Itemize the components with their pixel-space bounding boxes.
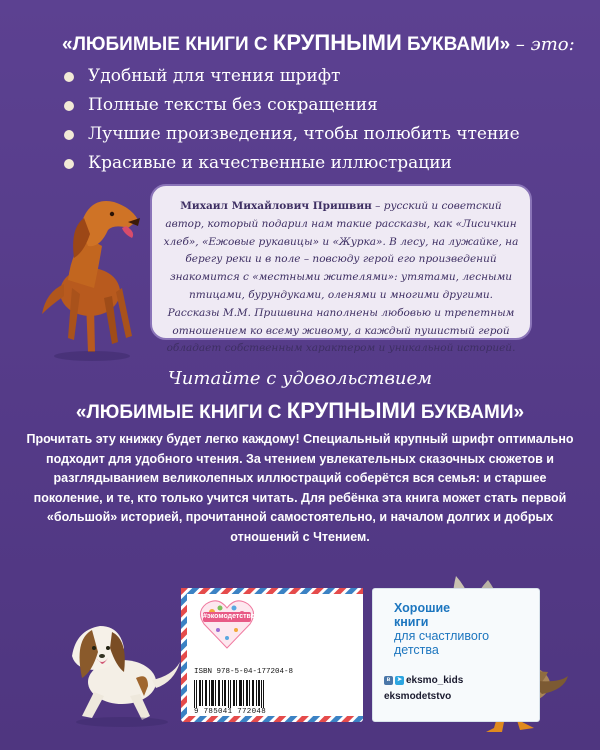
slogan-line3: для счастливого xyxy=(394,629,490,643)
series-header xyxy=(62,30,575,56)
series-description: Прочитать эту книжку будет легко каждому! Специальный крупный шрифт оптимально подходит для удобного чтения. За чтением увлекательных сказочных сюжетов и разглядыванием великолепных иллюстраций соберётся вся семья: и старшее поколение, и те, кто только учится читать. Для ребёнка эта книга может стать первой «большой» историей, прочитанной самостоятельно, и началом долгих и добрых отношений с Чтением. xyxy=(26,432,574,544)
header-series-big: КРУПНЫМИ xyxy=(272,30,402,55)
slogan-line4: детства xyxy=(394,643,439,657)
series-title-repeat xyxy=(0,398,600,424)
heart-tag-label: #экомодетство xyxy=(203,613,256,620)
publisher-slogan xyxy=(386,601,536,657)
title2-part1: «ЛЮБИМЫЕ КНИГИ С xyxy=(75,402,287,423)
heart-logo-icon xyxy=(198,596,256,650)
barcode-icon xyxy=(194,680,264,708)
slogan-line2: книги xyxy=(394,615,429,629)
telegram-icon: ➤ xyxy=(396,676,403,683)
title2-part2: БУКВАМИ» xyxy=(415,402,525,423)
feature-item: Красивые и качественные иллюстрации xyxy=(62,149,520,178)
vk-icon: в xyxy=(384,676,393,685)
author-paragraph xyxy=(162,198,520,358)
read-with-pleasure: Читайте с удовольствием xyxy=(167,368,433,389)
feature-list xyxy=(62,62,520,178)
barcode-number: 9 785041 772048 xyxy=(194,708,267,716)
social-links xyxy=(384,672,463,704)
red-setter-dog-illustration xyxy=(28,188,148,368)
feature-item: Полные тексты без сокращения xyxy=(62,91,520,120)
social-handle-detstvo: eksmodetstvo xyxy=(384,690,452,702)
social-handle-kids: eksmo_kids xyxy=(406,674,464,686)
spaniel-puppy-illustration xyxy=(52,596,192,730)
isbn-text: ISBN 978-5-04-177204-8 xyxy=(194,668,294,676)
header-series-part1: ЛЮБИМЫЕ КНИГИ С xyxy=(72,34,273,55)
title2-big: КРУПНЫМИ xyxy=(286,398,416,423)
header-series-part2: БУКВАМИ» xyxy=(401,34,511,55)
social-row-detstvo[interactable] xyxy=(384,688,463,704)
header-quote: « xyxy=(62,34,73,55)
feature-item: Лучшие произведения, чтобы полюбить чтение xyxy=(62,120,520,149)
social-row-kids[interactable] xyxy=(384,672,463,688)
author-description: – русский и советский автор, который подарил нам такие рассказы, как «Лисичкин хлеб», «Ежовые рукавицы» и «Журка». В лесу, на лужайке, на берегу реки и в поле – повсюду герой его произведений знакомится с «местными жителями»: утятами, лесными птицами, бурундуками, оленями и многими другими. Рассказы М.М. Пришвина наполнены любовью и трепетным отношением ко всему живому, а каждый пушистый герой обладает собственным характером и уникальной историей. xyxy=(163,200,519,355)
slogan-line1: Хорошие xyxy=(394,601,451,615)
feature-item: Удобный для чтения шрифт xyxy=(62,62,520,91)
author-name: Михаил Михайлович Пришвин xyxy=(180,200,372,212)
author-info-box xyxy=(150,184,532,355)
header-tail: – это: xyxy=(510,34,575,55)
